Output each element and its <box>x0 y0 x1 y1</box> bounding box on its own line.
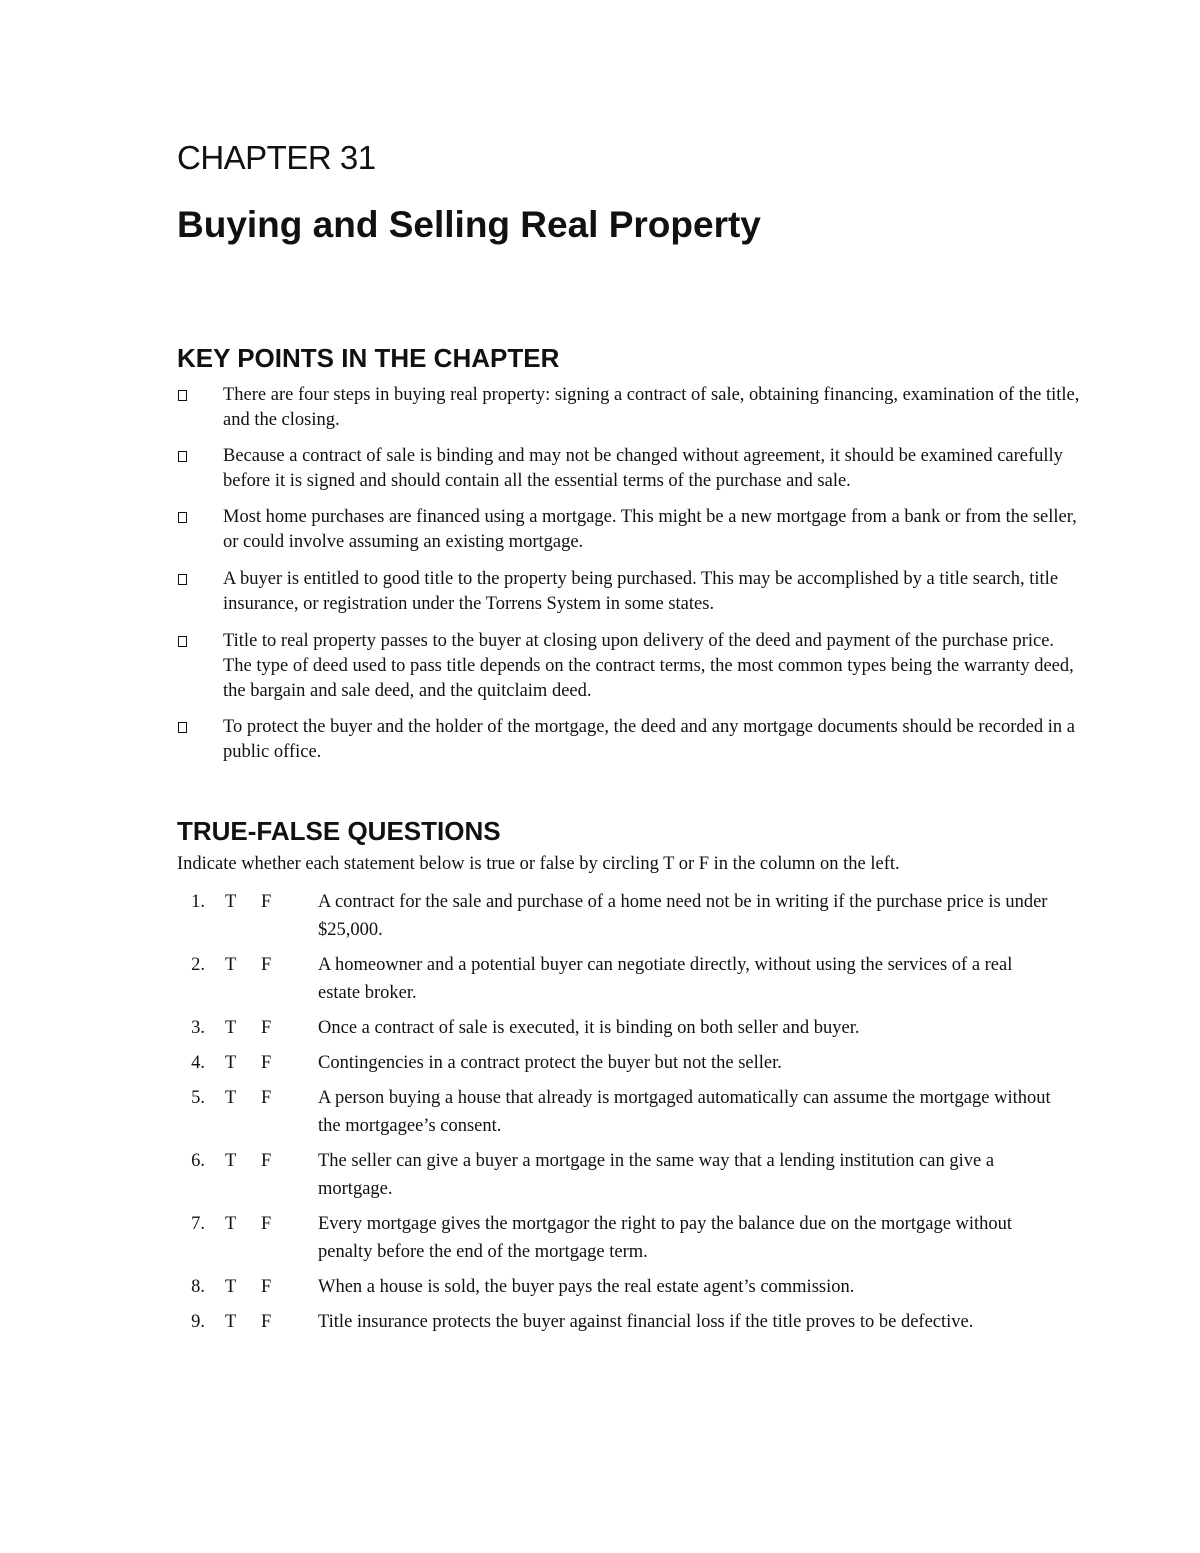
false-option[interactable]: F <box>261 1018 272 1038</box>
square-bullet-icon <box>178 390 187 401</box>
key-point-text: A buyer is entitled to good title to the property being purchased. This may be accomplished by a title search, title insurance, or registration under the Torrens System in some states. <box>223 569 1059 614</box>
chapter-label: CHAPTER 31 <box>177 139 376 176</box>
question-number: 6. <box>191 1151 205 1171</box>
true-false-question <box>177 888 1087 944</box>
true-false-question <box>177 1210 1087 1266</box>
true-option[interactable]: T <box>225 1151 237 1171</box>
question-number: 2. <box>191 955 205 975</box>
true-option[interactable]: T <box>225 1277 237 1297</box>
false-option[interactable]: F <box>261 1277 272 1297</box>
true-false-question <box>177 1049 1087 1077</box>
question-number: 5. <box>191 1088 205 1108</box>
question-number: 3. <box>191 1018 205 1038</box>
square-bullet-icon <box>178 451 187 462</box>
question-statement: Title insurance protects the buyer against financial loss if the title proves to be defective. <box>318 1312 974 1332</box>
true-option[interactable]: T <box>225 1312 237 1332</box>
key-points-list <box>177 383 1087 776</box>
false-option[interactable]: F <box>261 955 272 975</box>
true-option[interactable]: T <box>225 892 237 912</box>
question-statement: Once a contract of sale is executed, it is binding on both seller and buyer. <box>318 1018 860 1038</box>
key-points-heading: KEY POINTS IN THE CHAPTER <box>177 343 560 373</box>
key-point-item <box>177 444 1087 494</box>
question-statement: A contract for the sale and purchase of a home need not be in writing if the purchase price is under $25,000. <box>318 892 1048 940</box>
square-bullet-icon <box>178 636 187 647</box>
key-point-item <box>177 715 1087 765</box>
square-bullet-icon <box>178 722 187 733</box>
question-statement: A homeowner and a potential buyer can negotiate directly, without using the services of a real estate broker. <box>318 955 1013 1003</box>
false-option[interactable]: F <box>261 1053 272 1073</box>
false-option[interactable]: F <box>261 1214 272 1234</box>
true-option[interactable]: T <box>225 1053 237 1073</box>
true-option[interactable]: T <box>225 1214 237 1234</box>
true-false-question <box>177 1308 1087 1336</box>
key-point-item <box>177 505 1087 555</box>
true-option[interactable]: T <box>225 1088 237 1108</box>
chapter-title: Buying and Selling Real Property <box>177 204 761 245</box>
false-option[interactable]: F <box>261 892 272 912</box>
key-point-item <box>177 629 1087 704</box>
question-statement: A person buying a house that already is mortgaged automatically can assume the mortgage without the mortgagee’s consent. <box>318 1088 1051 1136</box>
true-false-question <box>177 1147 1087 1203</box>
false-option[interactable]: F <box>261 1312 272 1332</box>
key-point-text: To protect the buyer and the holder of the mortgage, the deed and any mortgage documents should be recorded in a public office. <box>223 717 1075 762</box>
question-statement: When a house is sold, the buyer pays the real estate agent’s commission. <box>318 1277 855 1297</box>
key-point-text: Because a contract of sale is binding and may not be changed without agreement, it should be examined carefully before it is signed and should contain all the essential terms of the purchase and sale. <box>223 446 1063 491</box>
key-point-text: Most home purchases are financed using a mortgage. This might be a new mortgage from a bank or from the seller, or could involve assuming an existing mortgage. <box>223 507 1077 552</box>
question-statement: The seller can give a buyer a mortgage in the same way that a lending institution can give a mortgage. <box>318 1151 995 1199</box>
square-bullet-icon <box>178 512 187 523</box>
true-false-question <box>177 1084 1087 1140</box>
true-false-list <box>177 888 1087 1343</box>
true-option[interactable]: T <box>225 1018 237 1038</box>
true-false-question <box>177 1273 1087 1301</box>
true-false-question <box>177 951 1087 1007</box>
key-point-text: There are four steps in buying real property: signing a contract of sale, obtaining financing, examination of the title, and the closing. <box>223 385 1080 430</box>
key-point-item <box>177 383 1087 433</box>
question-number: 9. <box>191 1312 205 1332</box>
question-number: 7. <box>191 1214 205 1234</box>
square-bullet-icon <box>178 574 187 585</box>
true-option[interactable]: T <box>225 955 237 975</box>
false-option[interactable]: F <box>261 1088 272 1108</box>
question-number: 8. <box>191 1277 205 1297</box>
true-false-instructions: Indicate whether each statement below is true or false by circling T or F in the column on the left. <box>177 854 900 874</box>
key-point-text: Title to real property passes to the buyer at closing upon delivery of the deed and payment of the purchase price. The type of deed used to pass title depends on the contract terms, the most common types being the warranty deed, the bargain and sale deed, and the quitclaim deed. <box>223 631 1074 701</box>
key-point-item <box>177 567 1087 617</box>
question-statement: Every mortgage gives the mortgagor the right to pay the balance due on the mortgage without penalty before the end of the mortgage term. <box>318 1214 1013 1262</box>
question-number: 1. <box>191 892 205 912</box>
true-false-question <box>177 1014 1087 1042</box>
true-false-heading: TRUE-FALSE QUESTIONS <box>177 816 501 846</box>
false-option[interactable]: F <box>261 1151 272 1171</box>
question-number: 4. <box>191 1053 205 1073</box>
question-statement: Contingencies in a contract protect the buyer but not the seller. <box>318 1053 782 1073</box>
